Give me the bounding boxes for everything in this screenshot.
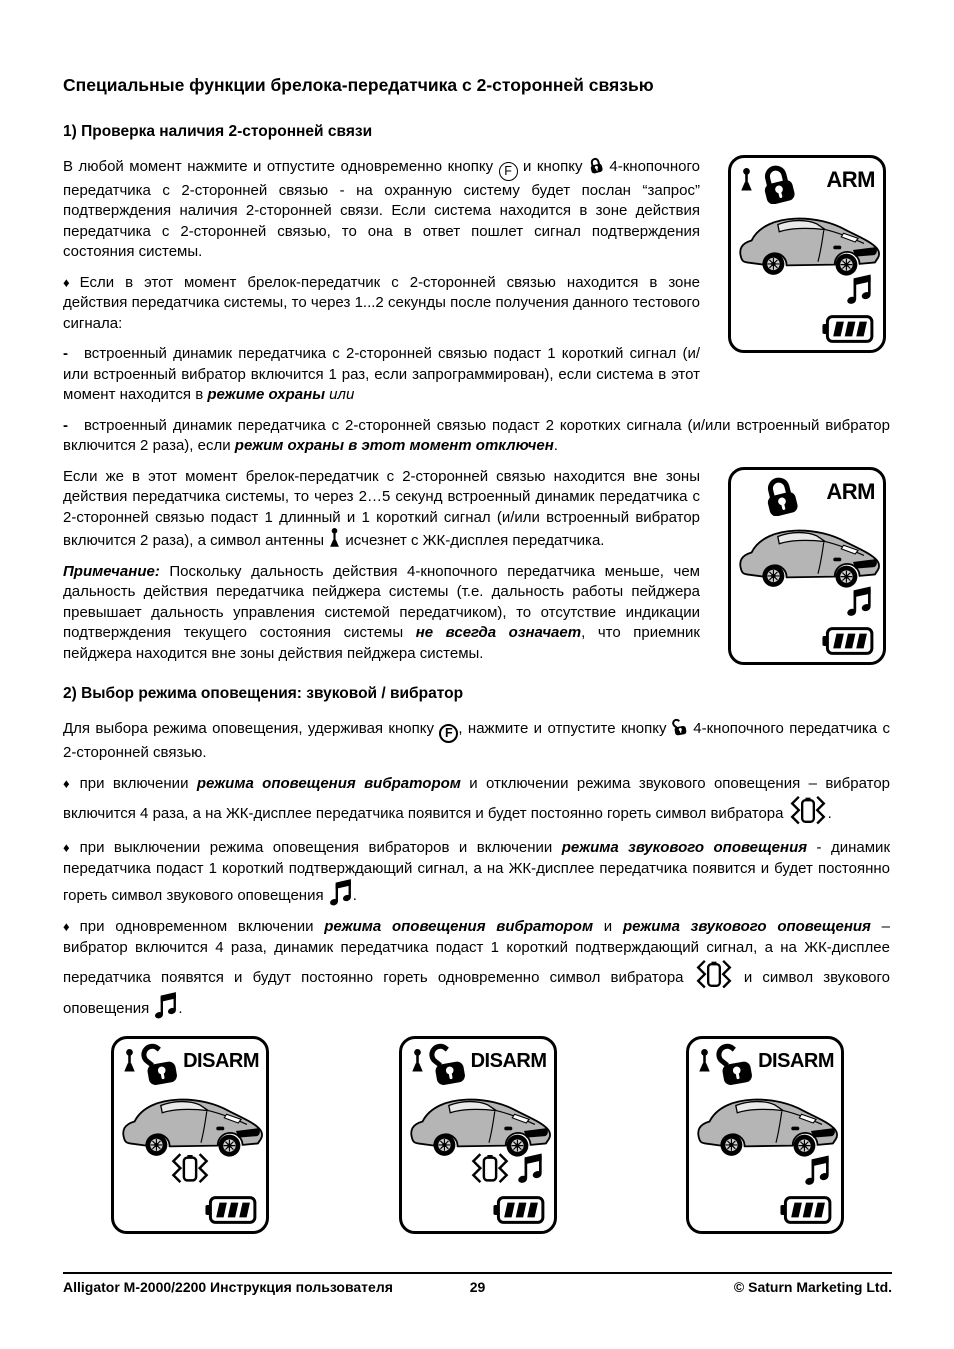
car-icon	[117, 1089, 263, 1157]
music-note-icon	[845, 274, 873, 306]
music-note-icon	[153, 992, 178, 1020]
page-content	[63, 74, 890, 1234]
battery-icon	[822, 627, 874, 655]
padlock-open-icon	[672, 717, 688, 736]
lcd-display-arm-in-range	[714, 155, 890, 387]
lcd-display-disarm-vibrator	[111, 1036, 269, 1234]
footer-document-title: Alligator M-2000/2200 Инструкция пользователя	[63, 1279, 393, 1295]
car-icon	[692, 1089, 838, 1157]
status-text: DISARM	[470, 1050, 547, 1072]
status-text: DISARM	[758, 1050, 834, 1072]
dash-bullet: -	[63, 345, 68, 363]
diamond-bullet: ♦	[63, 840, 70, 855]
lcd-display-arm-out-of-range	[714, 467, 890, 691]
battery-icon	[780, 1196, 832, 1224]
lcd-display-disarm-sound	[686, 1036, 844, 1234]
lcd-display-disarm-vibrator-sound	[399, 1036, 557, 1234]
lcd-panel-row	[63, 1036, 890, 1234]
antenna-icon	[328, 528, 341, 548]
battery-icon	[205, 1196, 257, 1224]
status-text: DISARM	[183, 1050, 259, 1072]
footer-copyright: © Saturn Marketing Ltd.	[733, 1279, 893, 1295]
car-icon	[734, 520, 880, 588]
vibrator-icon	[169, 1151, 211, 1187]
section-1-heading: 1) Проверка наличия 2-сторонней связи	[63, 123, 373, 140]
antenna-icon	[739, 166, 754, 194]
para-check-link: В любой момент нажмите и отпустите одновременно кнопку F и кнопку 4-кнопочного передатчика с 2-сторонней связью - на охранную систему будет послан “запрос” подтверждения наличия 2-сторонней связи. Если система находится в зоне действия передатчика с 2-сторонней связью, то она в ответ пошлет сигнал подтверждения состояния системы.	[63, 155, 890, 263]
para-out-of-range: Если же в этот момент брелок-передатчик с 2-сторонней связью находится вне зоны действия передатчика системы, то через 2…5 секунд встроенный динамик передатчика с 2-сторонней связью подаст 1 длинный и 1 короткий сигнал (и/или встроенный вибратор включится 2 раза), а символ антенны исчезнет с ЖК-дисплея передатчика.	[63, 467, 700, 550]
para-mode-select: Для выбора режима оповещения, удерживая кнопку F , нажмите и отпустите кнопку 4-кнопочного передатчика с 2-сторонней связью.	[63, 717, 890, 763]
battery-icon	[493, 1196, 545, 1224]
antenna-icon	[410, 1047, 425, 1075]
padlock-open-icon	[716, 1041, 756, 1085]
dash-bullet: -	[63, 416, 68, 434]
page-title: Специальные функции брелока-передатчика с 2-сторонней связью	[63, 75, 654, 95]
battery-icon	[822, 315, 874, 343]
vibrator-icon	[469, 1151, 511, 1187]
vibrator-icon	[788, 794, 828, 828]
footer	[63, 1272, 892, 1295]
music-note-icon	[328, 879, 353, 907]
vibrator-icon	[694, 958, 734, 992]
padlock-closed-icon	[588, 155, 604, 174]
antenna-icon	[122, 1047, 137, 1075]
music-note-icon	[803, 1155, 831, 1187]
bullet-vibrator-mode: ♦ при включении режима оповещения вибратором и отключении режима звукового оповещения – вибратор включится 4 раза, а на ЖК-дисплее передатчика появится и будет постоянно гореть символ вибратора .	[63, 774, 890, 829]
f-button-icon: F	[499, 162, 518, 181]
car-icon	[405, 1089, 551, 1157]
car-icon	[734, 208, 880, 276]
padlock-closed-icon	[761, 472, 801, 516]
diamond-bullet: ♦	[63, 775, 70, 791]
padlock-open-icon	[429, 1041, 469, 1085]
music-note-icon	[845, 586, 873, 618]
music-note-icon	[516, 1153, 544, 1185]
section-2-heading: 2) Выбор режима оповещения: звуковой / вибратор	[63, 685, 464, 703]
diamond-bullet: ♦	[63, 919, 70, 934]
padlock-open-icon	[141, 1041, 181, 1085]
padlock-closed-icon	[758, 160, 798, 204]
antenna-icon	[697, 1047, 712, 1075]
page-number: 29	[469, 1279, 486, 1295]
bullet-both-modes: ♦ при одновременном включении режима оповещения вибратором и режима звукового оповещения – вибратор включится 4 раза, динамик передатчика подаст 1 короткий подтверждающий сигнал, а на ЖК-дисплее передатчика появятся и будут постоянно гореть одновременно символ вибратора и символ звукового оповещения .	[63, 917, 890, 1020]
status-text: ARM	[826, 167, 875, 192]
bullet-sound-mode: ♦ при выключении режима оповещения вибраторов и включении режима звукового оповещения - динамик передатчика подаст 1 короткий подтверждающий сигнал, а на ЖК-дисплее передатчика появится и будет постоянно гореть символ звукового оповещения .	[63, 838, 890, 907]
status-text: ARM	[826, 478, 875, 504]
bullet-in-range: ♦ Если в этот момент брелок-передатчик с 2-сторонней связью находится в зоне действия передатчика системы, то через 1...2 секунды после получения данного тестового сигнала:	[63, 273, 700, 332]
dash-armed-signal: - встроенный динамик передатчика с 2-сторонней связью подаст 1 короткий сигнал (и/или встроенный вибратор включится 1 раз, если запрограммирован), если система в этот момент находится в режиме охраны или	[63, 345, 700, 404]
f-button-icon: F	[439, 724, 458, 743]
para-note: Примечание: Поскольку дальность действия 4-кнопочного передатчика меньше, чем дальность действия передатчика пейджера системы (т.е. дальность работы пейджера превышает дальность управления системой передатчиком), то отсутствие индикации подтверждения текущего состояния системы не всегда означает, что приемник пейджера находится вне зоны действия пейджера системы.	[63, 562, 700, 662]
diamond-bullet: ♦	[63, 274, 70, 290]
dash-disarmed-signal: - встроенный динамик передатчика с 2-сторонней связью подаст 2 коротких сигнала (и/или встроенный вибратор включится 2 раза), если режим охраны в этот момент отключен.	[63, 416, 890, 455]
